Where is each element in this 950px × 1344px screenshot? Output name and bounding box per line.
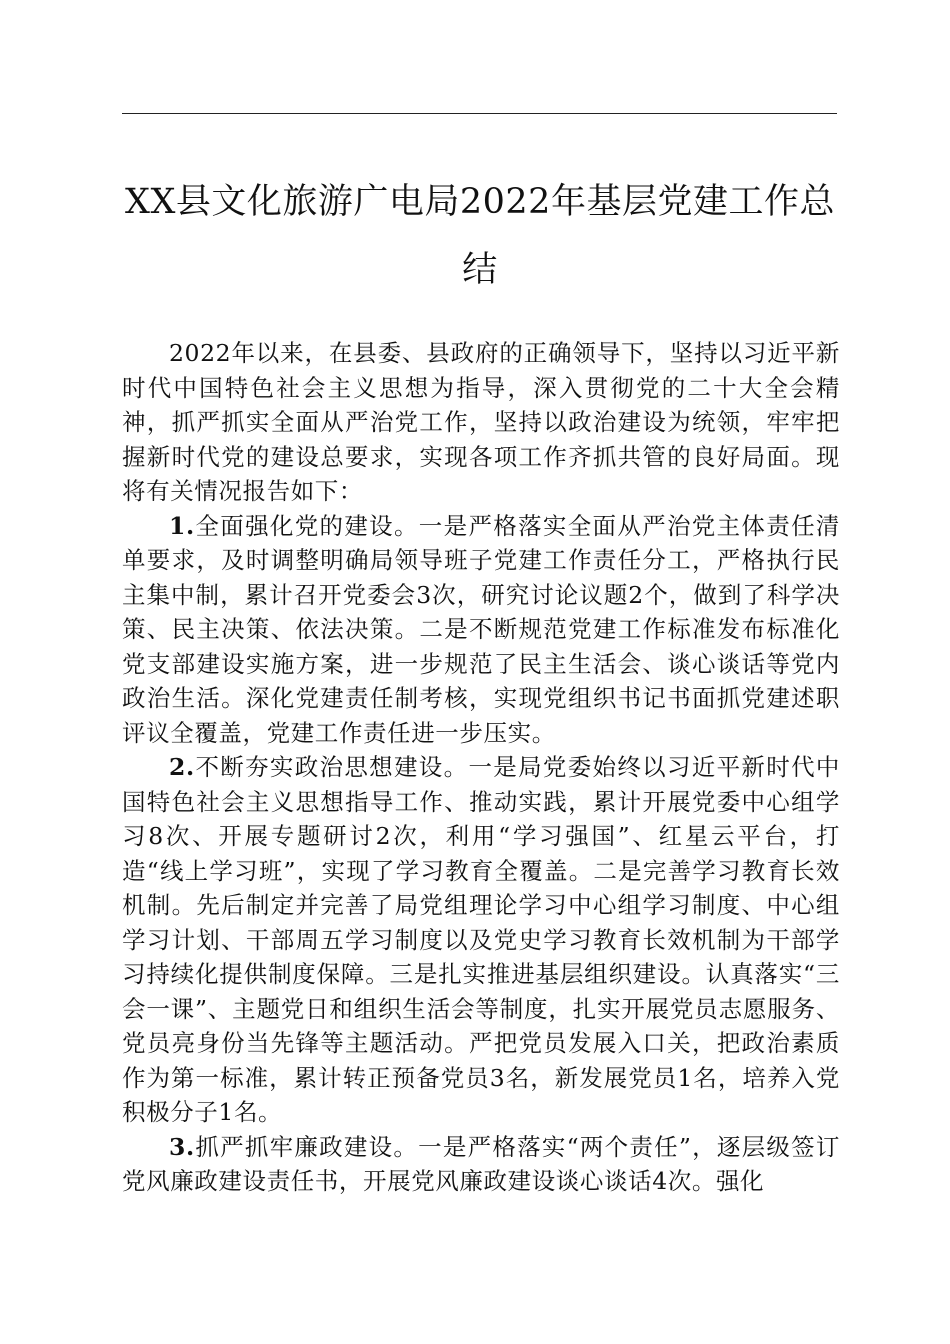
document-title: XX县文化旅游广电局2022年基层党建工作总结 [125,182,835,290]
section-text: 全面强化党的建设。一是严格落实全面从严治党主体责任清单要求，及时调整明确局领导班子党建工作责任分工，严格执行民主集中制，累计召开党委会3次，研究讨论议题2个，做到了科学决策、民主决策、依法决策。二是不断规范党建工作标准发布标准化党支部建设实施方案，进一步规范了民主生活会、谈心谈话等党内政治生活。深化党建责任制考核，实现党组织书记书面抓党建述职评议全覆盖，党建工作责任进一步压实。 [122,511,840,747]
section-text: 抓严抓牢廉政建设。一是严格落实“两个责任”，逐层级签订党风廉政建设责任书，开展党风廉政建设谈心谈话4次。强化 [122,1132,840,1195]
section-paragraph-1 [122,509,840,751]
section-number: 3. [169,1132,195,1161]
section-paragraph-3 [122,1130,840,1199]
header-rule [122,113,837,114]
intro-paragraph: 2022年以来，在县委、县政府的正确领导下，坚持以习近平新时代中国特色社会主义思想为指导，深入贯彻党的二十大全会精神，抓严抓实全面从严治党工作，坚持以政治建设为统领，牢牢把握新时代党的建设总要求，实现各项工作齐抓共管的良好局面。现将有关情况报告如下： [122,339,840,505]
section-number: 1. [169,511,195,540]
section-text: 不断夯实政治思想建设。一是局党委始终以习近平新时代中国特色社会主义思想指导工作、推动实践，累计开展党委中心组学习8次、开展专题研讨2次，利用“学习强国”、红星云平台，打造“线上学习班”，实现了学习教育全覆盖。二是完善学习教育长效机制。先后制定并完善了局党组理论学习中心组学习制度、中心组学习计划、干部周五学习制度以及党史学习教育长效机制为干部学习持续化提供制度保障。三是扎实推进基层组织建设。认真落实“三会一课”、主题党日和组织生活会等制度，扎实开展党员志愿服务、党员亮身份当先锋等主题活动。严把党员发展入口关，把政治素质作为第一标准，累计转正预备党员3名，新发展党员1名，培养入党积极分子1名。 [122,753,840,1126]
document-body [122,336,840,1199]
section-number: 2. [169,753,195,781]
section-paragraph-2 [122,750,840,1130]
